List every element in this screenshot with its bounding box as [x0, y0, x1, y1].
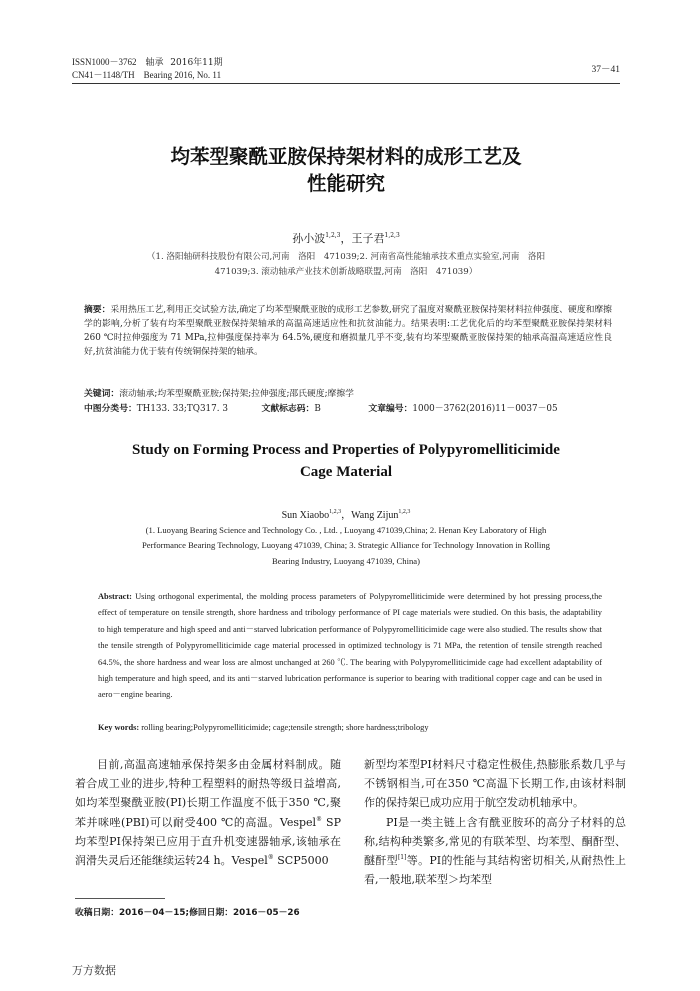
registered-mark-1: ®	[316, 815, 323, 823]
body-text-1b: SP均苯型PI保持架已应用于直升机变速器轴承,该轴承在润滑失灵后还能继续运转24 h。Vespel	[75, 815, 341, 868]
author-2-en: Wang Zijun	[351, 510, 399, 521]
body-paragraph-1	[75, 755, 341, 870]
affiliation-en-line-3: Bearing Industry, Luoyang 471039, China)	[272, 555, 420, 566]
wanfang-watermark: 万方数据	[72, 964, 116, 977]
journal-name-en: Bearing 2016, No. 11	[143, 70, 222, 80]
body-text-1c: SCP5000	[273, 854, 329, 868]
article-number-label: 文章编号：	[368, 404, 413, 414]
body-column-2	[364, 755, 626, 889]
issue-date-cn: 2016年11期	[170, 58, 223, 68]
author-2-cn-affil: 1,2,3	[384, 232, 400, 239]
header-rule	[72, 83, 620, 84]
affiliation-cn-line-2: 471039;3. 滚动轴承产业技术创新战略联盟,河南 洛阳 471039）	[214, 267, 478, 277]
keywords-cn	[84, 387, 612, 401]
author-2-en-affil: 1,2,3	[398, 509, 411, 515]
title-en	[72, 439, 620, 483]
journal-header-left	[72, 56, 223, 81]
affiliation-cn-line-1: （1. 洛阳轴研科技股份有限公司,河南 洛阳 471039;2. 河南省高性能轴承技术重点实验室,河南 洛阳	[146, 252, 546, 262]
affiliations-en	[72, 523, 620, 569]
abstract-en	[98, 589, 602, 704]
author-1-cn-affil: 1,2,3	[325, 232, 341, 239]
abstract-en-text: Using orthogonal experimental, the molding process parameters of Polypyromelliticimide were determined by hot pressing process,the effect of temperature on tensile strength, shore hardness and tribology performance of PI cage materials were studied. On this basis, the adaptability to high temperature and high speed and anti－starved lubrication performance of Polypyromelliticimide cage were also studied. The results show that the tensile strength of Polypyromelliticimide cage material processed in optimized technology is 71 MPa, the retention of tensile strength reached 64.5%, the shore hardness and wear loss are almost unchanged at 260 ℃. The bearing with Polypyromelliticimide cage had excellent adaptability of high temperature and high speed, and its anti－starved lubrication performance is superior to bearing with traditional copper cage and can be used in aero－engine bearing.	[98, 592, 602, 700]
received-date-footnote: 收稿日期：2016－04－15;修回日期：2016－05－26	[75, 908, 300, 918]
clc-label: 中图分类号：	[84, 404, 137, 414]
body-text-1a: 目前,高温高速轴承保持架多由金属材料制成。随着合成工业的进步,特种工程塑料的耐热等级日益增高,如均苯型聚酰亚胺(PI)长期工作温度不低于350 ℃,聚苯并咪唑(PBI)可以耐受400 ℃的高温。Vespel	[75, 758, 341, 829]
citation-ref-1: [1]	[397, 854, 407, 862]
doc-code-value: B	[314, 404, 321, 414]
keywords-en-text: rolling bearing;Polypyromelliticimide; cage;tensile strength; shore hardness;tribology	[139, 723, 429, 732]
title-cn-line-2: 性能研究	[306, 172, 385, 195]
authors-cn	[72, 230, 620, 246]
affiliation-en-line-2: Performance Bearing Technology, Luoyang 471039, China; 3. Strategic Alliance for Technology Innovation in Rolling	[142, 540, 550, 551]
doc-code-label: 文献标志码：	[261, 404, 315, 414]
author-1-en-affil: 1,2,3	[329, 509, 342, 515]
author-en-separator: ，	[341, 510, 352, 521]
title-en-line-1: Study on Forming Process and Properties of Polypyromelliticimide	[132, 442, 560, 458]
body-column-1	[75, 755, 341, 870]
body-text-3b: 等。PI的性能与其结构密切相关,从耐热性上看,一般地,联苯型＞均苯型	[364, 854, 626, 887]
title-cn	[72, 143, 620, 197]
keywords-cn-text: 滚动轴承;均苯型聚酰亚胺;保持架;拉伸强度;邵氏硬度;摩擦学	[119, 389, 354, 399]
author-separator: ，	[340, 232, 352, 245]
title-en-line-2: Cage Material	[299, 464, 393, 480]
author-1-en: Sun Xiaobo	[281, 510, 330, 521]
keywords-en	[98, 720, 602, 736]
journal-name-cn: 轴承	[145, 58, 164, 68]
body-paragraph-3	[364, 813, 626, 890]
footnote-rule	[75, 898, 165, 899]
title-cn-line-1: 均苯型聚酰亚胺保持架材料的成形工艺及	[170, 145, 522, 168]
issn: ISSN1000－3762	[72, 57, 137, 67]
affiliation-en-line-1: (1. Luoyang Bearing Science and Technology Co. , Ltd. , Luoyang 471039,China; 2. Henan Key Laboratory of High	[145, 525, 547, 535]
keywords-cn-label: 关键词：	[84, 389, 120, 399]
body-paragraph-2: 新型均苯型PI材料尺寸稳定性极佳,热膨胀系数几乎与不锈钢相当,可在350 ℃高温下长期工作,由该材料制作的保持架已成功应用于航空发动机轴承中。	[364, 758, 626, 810]
abstract-cn-label: 摘要：	[84, 305, 111, 315]
registered-mark-2: ®	[267, 854, 274, 862]
body-text-3a: PI是一类主链上含有酰亚胺环的高分子材料的总称,结构种类繁多,常见的有联苯型、均苯型、酮酐型、醚酐型	[364, 815, 626, 868]
abstract-cn	[84, 303, 612, 359]
cn-number: CN41－1148/TH	[72, 70, 135, 80]
author-2-cn: 王子君	[351, 232, 385, 245]
keywords-en-label: Key words:	[98, 723, 140, 732]
abstract-en-label: Abstract:	[98, 592, 132, 601]
article-number-value: 1000－3762(2016)11－0037－05	[412, 404, 558, 414]
classification-line	[84, 402, 612, 416]
page-range: 37－41	[591, 65, 620, 75]
author-1-cn: 孙小波	[292, 232, 326, 245]
affiliations-cn	[72, 250, 620, 280]
abstract-cn-text: 采用热压工艺,利用正交试验方法,确定了均苯型聚酰亚胺的成形工艺参数,研究了温度对聚酰亚胺保持架材料拉伸强度、硬度和摩擦学的影响,分析了装有均苯型聚酰亚胺保持架轴承的高温高速适应性和抗贫油能力。结果表明:工艺优化后的均苯型聚酰亚胺保持架材料 260 ℃时拉伸强度为 71 MPa,拉伸强度保持率为 64.5%,硬度和磨损量几乎不变,装有均苯型聚酰亚胺保持架的轴承高温高速适应性良好,抗贫油能力优于装有传统铜保持架的轴承。	[84, 305, 612, 358]
authors-en	[72, 506, 620, 521]
clc-value: TH133. 33;TQ317. 3	[136, 404, 228, 414]
